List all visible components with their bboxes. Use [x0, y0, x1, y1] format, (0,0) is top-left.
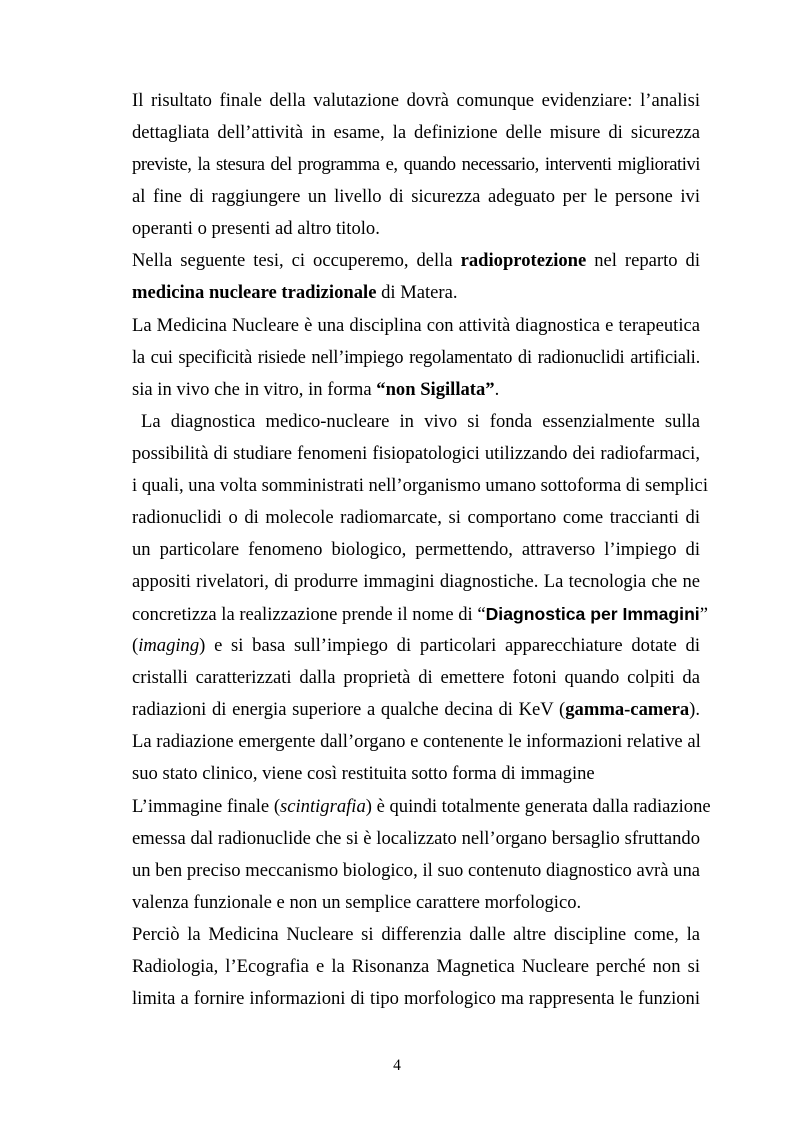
- text-line: suo stato clinico, viene così restituita sotto forma di immagine: [132, 763, 595, 784]
- bold-term: radioprotezione: [460, 250, 587, 271]
- text-line: i quali, una volta somministrati nell’organismo umano sottoforma di semplici: [132, 475, 708, 496]
- text-line: medicina nucleare tradizionale di Matera.: [132, 282, 458, 303]
- italic-term: imaging: [138, 635, 200, 656]
- text-line: La Medicina Nucleare è una disciplina con attività diagnostica e terapeutica: [132, 315, 700, 336]
- text-line: emessa dal radionuclide che si è localizzato nell’organo bersaglio sfruttando: [132, 828, 700, 849]
- text-line: valenza funzionale e non un semplice carattere morfologico.: [132, 892, 582, 913]
- page-number: 4: [393, 1057, 401, 1074]
- text-line: Il risultato finale della valutazione dovrà comunque evidenziare: l’analisi: [132, 90, 700, 111]
- text-line: radionuclidi o di molecole radiomarcate, si comportano come traccianti di: [132, 507, 700, 528]
- text-line: L’immagine finale (scintigrafia) è quindi totalmente generata dalla radiazione: [132, 796, 711, 817]
- bold-term: medicina nucleare tradizionale: [132, 282, 377, 303]
- text-line: appositi rivelatori, di produrre immagini diagnostiche. La tecnologia che ne: [132, 571, 700, 592]
- text-line: Radiologia, l’Ecografia e la Risonanza Magnetica Nucleare perché non si: [132, 956, 700, 977]
- text-line: previste, la stesura del programma e, quando necessario, interventi migliorativi: [132, 154, 700, 175]
- text-line: dettagliata dell’attività in esame, la definizione delle misure di sicurezza: [132, 122, 700, 143]
- text-line: Perciò la Medicina Nucleare si differenzia dalle altre discipline come, la: [132, 924, 700, 945]
- text-line: Nella seguente tesi, ci occuperemo, della radioprotezione nel reparto di: [132, 250, 700, 271]
- text-line: un particolare fenomeno biologico, permettendo, attraverso l’impiego di: [132, 539, 700, 560]
- text-line: radiazioni di energia superiore a qualche decina di KeV (gamma-camera).: [132, 699, 700, 720]
- text-line: concretizza la realizzazione prende il nome di “Diagnostica per Immagini”: [132, 604, 708, 625]
- italic-term: scintigrafia: [280, 796, 366, 817]
- bold-term: gamma-camera: [565, 699, 690, 720]
- text-line: limita a fornire informazioni di tipo morfologico ma rappresenta le funzioni: [132, 988, 700, 1009]
- text-line: un ben preciso meccanismo biologico, il suo contenuto diagnostico avrà una: [132, 860, 700, 881]
- text-line: La diagnostica medico-nucleare in vivo si fonda essenzialmente sulla: [141, 411, 700, 432]
- text-line: al fine di raggiungere un livello di sicurezza adeguato per le persone ivi: [132, 186, 700, 207]
- text-line: La radiazione emergente dall’organo e contenente le informazioni relative al: [132, 731, 701, 752]
- text-line: sia in vivo che in vitro, in forma “non Sigillata”.: [132, 379, 500, 400]
- bold-term: “non Sigillata”: [376, 379, 495, 400]
- text-line: (imaging) e si basa sull’impiego di particolari apparecchiature dotate di: [132, 635, 700, 656]
- text-line: la cui specificità risiede nell’impiego regolamentato di radionuclidi artificiali.: [132, 347, 700, 368]
- text-line: possibilità di studiare fenomeni fisiopatologici utilizzando dei radiofarmaci,: [132, 443, 700, 464]
- text-line: cristalli caratterizzati dalla proprietà di emettere fotoni quando colpiti da: [132, 667, 700, 688]
- bold-term: Diagnostica per Immagini: [485, 604, 700, 624]
- text-line: operanti o presenti ad altro titolo.: [132, 218, 380, 239]
